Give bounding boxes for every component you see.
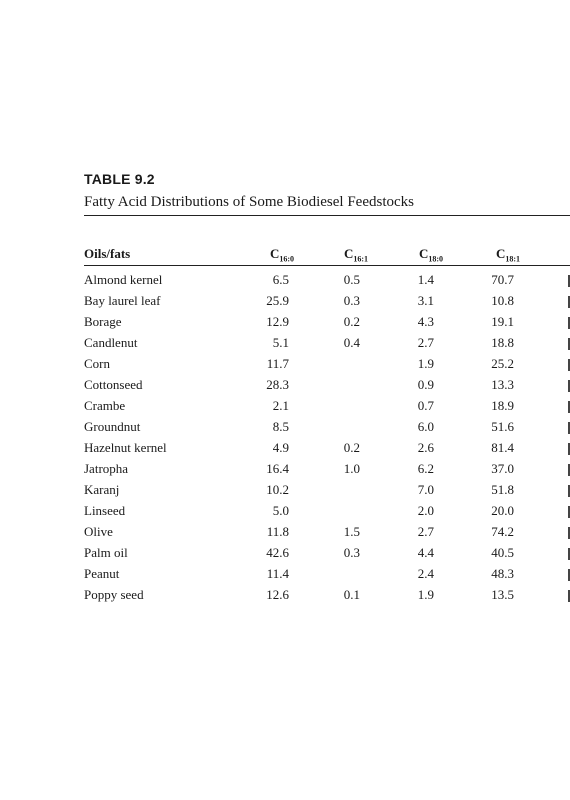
cell-c16-1: 0.3 [343,545,360,560]
cell-c16-0: 12.9 [266,314,289,329]
cell-c18-1: 70.7 [491,272,514,287]
table-row [0,377,570,398]
table-row [0,461,570,482]
table-row [0,524,570,545]
cell-c18-0: 1.9 [417,587,434,602]
cell-c18-0: 2.7 [417,335,434,350]
cell-c16-0: 5.1 [272,335,289,350]
cell-c16-0: 11.7 [266,356,289,371]
cell-c16-0: 4.9 [272,440,289,455]
cell-c16-0: 5.0 [272,503,289,518]
header-oils-fats: Oils/fats [84,246,131,261]
cell-c16-0: 25.9 [266,293,289,308]
cell-c16-0: 42.6 [266,545,289,560]
cell-c18-0: 7.0 [417,482,434,497]
row-name: Poppy seed [84,587,144,602]
cell-c18-0: 1.9 [417,356,434,371]
cell-c18-0: 6.0 [417,419,434,434]
row-name: Cottonseed [84,377,143,392]
cell-c18-1: 25.2 [491,356,514,371]
table-label: TABLE 9.2 [84,171,155,187]
table-row [0,335,570,356]
cell-c18-0: 2.0 [417,503,434,518]
cell-c18-1: 19.1 [491,314,514,329]
header-rule [84,265,570,266]
table-row [0,503,570,524]
row-name: Linseed [84,503,126,518]
cell-c18-1: 51.8 [491,482,514,497]
row-name: Peanut [84,566,120,581]
table-row [0,545,570,566]
cell-c18-1: 40.5 [491,545,514,560]
cell-c16-1: 0.2 [343,440,360,455]
row-name: Jatropha [84,461,129,476]
cell-c16-1: 0.1 [343,587,360,602]
row-name: Bay laurel leaf [84,293,161,308]
table-top-rule [84,215,570,216]
cell-c18-0: 3.1 [417,293,434,308]
cell-c16-0: 12.6 [266,587,289,602]
cell-c18-1: 48.3 [491,566,514,581]
cell-c16-1: 0.5 [343,272,360,287]
table-row [0,293,570,314]
header-c18-1: $C_{18:1}$ [496,246,521,264]
header-c18-0: $C_{18:0}$ [419,246,444,264]
row-name: Hazelnut kernel [84,440,167,455]
cell-c16-0: 11.8 [266,524,289,539]
cell-c18-1: 13.3 [491,377,514,392]
row-name: Almond kernel [84,272,163,287]
table-row [0,482,570,503]
table-row [0,314,570,335]
table-row [0,587,570,608]
table-row [0,440,570,461]
cell-c16-0: 16.4 [266,461,289,476]
cell-c16-0: 8.5 [272,419,289,434]
cell-c18-1: 37.0 [491,461,514,476]
row-name: Borage [84,314,122,329]
cell-c16-0: 10.2 [266,482,289,497]
cell-c16-0: 6.5 [272,272,289,287]
cell-c18-1: 18.8 [491,335,514,350]
cell-c18-0: 0.9 [417,377,434,392]
cell-c18-1: 18.9 [491,398,514,413]
row-name: Crambe [84,398,126,413]
cell-c18-0: 2.4 [417,566,434,581]
table-row [0,272,570,293]
cell-c18-1: 13.5 [491,587,514,602]
row-name: Corn [84,356,110,371]
table-row [0,419,570,440]
table-row [0,566,570,587]
cell-c16-1: 0.2 [343,314,360,329]
cell-c18-1: 20.0 [491,503,514,518]
table-row [0,398,570,419]
cell-c16-0: 28.3 [266,377,289,392]
row-name: Palm oil [84,545,128,560]
cell-c18-0: 4.4 [417,545,434,560]
row-name: Candlenut [84,335,138,350]
cell-c18-0: 2.6 [417,440,434,455]
table-row [0,356,570,377]
cell-c18-1: 10.8 [491,293,514,308]
row-name: Karanj [84,482,120,497]
row-name: Olive [84,524,113,539]
header-c16-0: $C_{16:0}$ [270,246,295,264]
cell-c16-1: 0.3 [343,293,360,308]
cell-c18-0: 0.7 [417,398,434,413]
cell-c18-1: 81.4 [491,440,514,455]
cell-c18-0: 6.2 [417,461,434,476]
cell-c16-0: 11.4 [266,566,289,581]
header-c16-1: $C_{16:1}$ [344,246,369,264]
cell-c16-1: 0.4 [343,335,360,350]
cell-c18-0: 4.3 [417,314,434,329]
cell-c18-1: 74.2 [491,524,514,539]
table-caption: Fatty Acid Distributions of Some Biodiesel Feedstocks [84,194,414,210]
cell-c16-1: 1.0 [343,461,360,476]
cell-c16-0: 2.1 [272,398,289,413]
cell-c16-1: 1.5 [343,524,360,539]
row-name: Groundnut [84,419,141,434]
cell-c18-0: 1.4 [417,272,434,287]
cell-c18-1: 51.6 [491,419,514,434]
cell-c18-0: 2.7 [417,524,434,539]
